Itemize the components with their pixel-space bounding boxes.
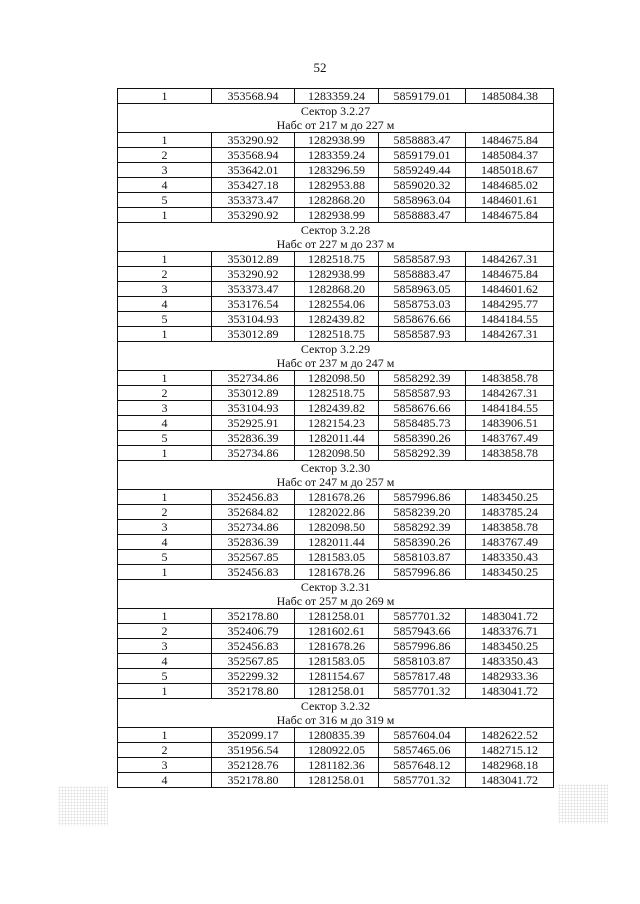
coord-y1-cell: 1282868.20 [295,193,379,208]
sector-range-row [118,594,554,609]
coord-x1-cell: 353373.47 [212,282,295,297]
table-row [118,743,554,758]
point-number-cell: 3 [118,282,212,297]
table-row [118,446,554,461]
coord-x1-cell: 353012.89 [212,386,295,401]
coord-y2-cell: 1484267.31 [466,252,554,267]
point-number-cell: 3 [118,163,212,178]
sector-title: Сектор 3.2.32 [118,699,554,714]
coord-y2-cell: 1484601.61 [466,193,554,208]
table-row [118,490,554,505]
coord-y2-cell: 1484184.55 [466,312,554,327]
coord-x1-cell: 353012.89 [212,252,295,267]
table-row [118,609,554,624]
coord-x2-cell: 5858963.05 [379,282,466,297]
coord-y1-cell: 1283296.59 [295,163,379,178]
coord-x1-cell: 352406.79 [212,624,295,639]
sector-range-row [118,356,554,371]
sector-elevation-range: Набс от 257 м до 269 м [118,594,554,609]
coord-x2-cell: 5858390.26 [379,431,466,446]
point-number-cell: 2 [118,386,212,401]
sector-title-row [118,699,554,714]
coord-x2-cell: 5857604.04 [379,728,466,743]
point-number-cell: 5 [118,312,212,327]
coord-y2-cell: 1484267.31 [466,386,554,401]
point-number-cell: 3 [118,758,212,773]
coord-x1-cell: 352456.83 [212,565,295,580]
coord-x1-cell: 352734.86 [212,446,295,461]
coord-y2-cell: 1483041.72 [466,684,554,699]
table-row [118,624,554,639]
table-row [118,401,554,416]
coord-x1-cell: 352178.80 [212,773,295,788]
coord-y2-cell: 1483450.25 [466,565,554,580]
sector-title: Сектор 3.2.27 [118,104,554,119]
point-number-cell: 2 [118,267,212,282]
coord-y1-cell: 1282938.99 [295,267,379,282]
point-number-cell: 2 [118,148,212,163]
coord-y1-cell: 1281583.05 [295,654,379,669]
coord-y2-cell: 1483767.49 [466,535,554,550]
coord-x1-cell: 353104.93 [212,312,295,327]
coord-x1-cell: 353176.54 [212,297,295,312]
coord-x2-cell: 5859249.44 [379,163,466,178]
coord-y1-cell: 1282938.99 [295,133,379,148]
left-margin-stamp [58,786,108,826]
coord-x1-cell: 351956.54 [212,743,295,758]
page-number: 52 [313,60,327,75]
coord-x1-cell: 352178.80 [212,609,295,624]
table-row [118,282,554,297]
sector-title: Сектор 3.2.29 [118,342,554,357]
coord-y1-cell: 1281678.26 [295,639,379,654]
table-row [118,773,554,788]
sector-range-row [118,118,554,133]
coord-y2-cell: 1482715.12 [466,743,554,758]
coord-x1-cell: 352099.17 [212,728,295,743]
coord-x1-cell: 352299.32 [212,669,295,684]
sector-title: Сектор 3.2.30 [118,461,554,476]
coord-y2-cell: 1483350.43 [466,654,554,669]
sector-elevation-range: Набс от 316 м до 319 м [118,713,554,728]
sector-title-row [118,104,554,119]
table-row [118,89,554,104]
coord-y2-cell: 1485084.37 [466,148,554,163]
coord-x2-cell: 5857701.32 [379,609,466,624]
coordinates-table [117,88,554,788]
coord-y2-cell: 1484675.84 [466,208,554,223]
point-number-cell: 1 [118,133,212,148]
sector-title-row [118,580,554,595]
coord-x2-cell: 5858883.47 [379,133,466,148]
table-row [118,684,554,699]
table-row [118,148,554,163]
coord-x2-cell: 5857817.48 [379,669,466,684]
coord-y1-cell: 1282518.75 [295,386,379,401]
sector-title-row [118,342,554,357]
coord-y2-cell: 1484675.84 [466,133,554,148]
point-number-cell: 3 [118,520,212,535]
coord-x1-cell: 352456.83 [212,639,295,654]
coord-y2-cell: 1484295.77 [466,297,554,312]
point-number-cell: 5 [118,431,212,446]
coord-x2-cell: 5858390.26 [379,535,466,550]
table-row [118,267,554,282]
coord-x1-cell: 352925.91 [212,416,295,431]
coord-x2-cell: 5857701.32 [379,684,466,699]
coord-y1-cell: 1281602.61 [295,624,379,639]
point-number-cell: 4 [118,178,212,193]
coord-y2-cell: 1484685.02 [466,178,554,193]
coord-y1-cell: 1282554.06 [295,297,379,312]
sector-elevation-range: Набс от 237 м до 247 м [118,356,554,371]
table-row [118,520,554,535]
coord-y2-cell: 1482933.36 [466,669,554,684]
coord-x1-cell: 352734.86 [212,371,295,386]
coord-y2-cell: 1483906.51 [466,416,554,431]
table-row [118,327,554,342]
coord-y1-cell: 1282938.99 [295,208,379,223]
table-row [118,208,554,223]
coord-y2-cell: 1484184.55 [466,401,554,416]
point-number-cell: 4 [118,416,212,431]
coord-x1-cell: 352734.86 [212,520,295,535]
point-number-cell: 1 [118,446,212,461]
coord-y1-cell: 1281583.05 [295,550,379,565]
point-number-cell: 1 [118,327,212,342]
coord-x1-cell: 353373.47 [212,193,295,208]
table-row [118,639,554,654]
coord-y1-cell: 1280835.39 [295,728,379,743]
coord-x1-cell: 353012.89 [212,327,295,342]
coord-y1-cell: 1281258.01 [295,609,379,624]
coord-x1-cell: 353104.93 [212,401,295,416]
sector-title: Сектор 3.2.31 [118,580,554,595]
coord-x2-cell: 5859020.32 [379,178,466,193]
coord-x2-cell: 5859179.01 [379,89,466,104]
coord-y2-cell: 1483350.43 [466,550,554,565]
coord-x2-cell: 5858103.87 [379,654,466,669]
coord-x1-cell: 353290.92 [212,208,295,223]
coord-x1-cell: 352128.76 [212,758,295,773]
coord-y1-cell: 1283359.24 [295,89,379,104]
coord-y1-cell: 1281182.36 [295,758,379,773]
point-number-cell: 4 [118,773,212,788]
coord-y2-cell: 1483858.78 [466,446,554,461]
coord-y2-cell: 1482622.52 [466,728,554,743]
coord-x2-cell: 5858485.73 [379,416,466,431]
coord-y1-cell: 1282022.86 [295,505,379,520]
coord-x1-cell: 353568.94 [212,89,295,104]
coord-y2-cell: 1483858.78 [466,371,554,386]
coord-y1-cell: 1282518.75 [295,252,379,267]
coord-y1-cell: 1282098.50 [295,371,379,386]
table-row [118,312,554,327]
coord-y2-cell: 1484675.84 [466,267,554,282]
coord-x1-cell: 352456.83 [212,490,295,505]
coord-x2-cell: 5858963.04 [379,193,466,208]
coord-y1-cell: 1281258.01 [295,773,379,788]
coord-x2-cell: 5857701.32 [379,773,466,788]
coord-x2-cell: 5857465.06 [379,743,466,758]
point-number-cell: 4 [118,535,212,550]
point-number-cell: 1 [118,371,212,386]
coord-y2-cell: 1485084.38 [466,89,554,104]
coord-x2-cell: 5857996.86 [379,490,466,505]
point-number-cell: 5 [118,669,212,684]
table-row [118,371,554,386]
point-number-cell: 1 [118,252,212,267]
coord-x2-cell: 5857996.86 [379,639,466,654]
coord-y1-cell: 1282439.82 [295,312,379,327]
coord-y2-cell: 1485018.67 [466,163,554,178]
table-row [118,758,554,773]
point-number-cell: 1 [118,490,212,505]
table-row [118,297,554,312]
coord-x1-cell: 353568.94 [212,148,295,163]
point-number-cell: 4 [118,297,212,312]
point-number-cell: 2 [118,743,212,758]
coord-y2-cell: 1482968.18 [466,758,554,773]
point-number-cell: 1 [118,208,212,223]
coord-y2-cell: 1483767.49 [466,431,554,446]
coord-x2-cell: 5857943.66 [379,624,466,639]
coord-y2-cell: 1483041.72 [466,773,554,788]
coord-y1-cell: 1282011.44 [295,535,379,550]
coord-x1-cell: 353427.18 [212,178,295,193]
coord-y1-cell: 1283359.24 [295,148,379,163]
coord-x1-cell: 352836.39 [212,431,295,446]
coord-y1-cell: 1282154.23 [295,416,379,431]
table-row [118,431,554,446]
coord-y1-cell: 1282098.50 [295,446,379,461]
coord-y1-cell: 1281678.26 [295,490,379,505]
coord-x1-cell: 352836.39 [212,535,295,550]
point-number-cell: 5 [118,550,212,565]
coord-y1-cell: 1282011.44 [295,431,379,446]
point-number-cell: 1 [118,89,212,104]
coord-x2-cell: 5858883.47 [379,267,466,282]
table-row [118,505,554,520]
sector-elevation-range: Набс от 247 м до 257 м [118,475,554,490]
table-row [118,550,554,565]
coord-y1-cell: 1281154.67 [295,669,379,684]
sector-range-row [118,713,554,728]
coord-x2-cell: 5858883.47 [379,208,466,223]
coord-x2-cell: 5858292.39 [379,520,466,535]
coord-x2-cell: 5858587.93 [379,386,466,401]
sector-title-row [118,223,554,238]
coord-x2-cell: 5857996.86 [379,565,466,580]
coord-x2-cell: 5857648.12 [379,758,466,773]
table-row [118,728,554,743]
coord-x1-cell: 352178.80 [212,684,295,699]
sector-title-row [118,461,554,476]
point-number-cell: 1 [118,609,212,624]
table-row [118,669,554,684]
coord-y1-cell: 1282518.75 [295,327,379,342]
coord-y2-cell: 1483785.24 [466,505,554,520]
table-row [118,416,554,431]
coord-y2-cell: 1483041.72 [466,609,554,624]
coord-x1-cell: 353290.92 [212,133,295,148]
coord-x1-cell: 352567.85 [212,654,295,669]
sector-range-row [118,475,554,490]
coord-x2-cell: 5858753.03 [379,297,466,312]
coord-y1-cell: 1282439.82 [295,401,379,416]
coord-y2-cell: 1484267.31 [466,327,554,342]
coord-x2-cell: 5858676.66 [379,401,466,416]
coord-y2-cell: 1484601.62 [466,282,554,297]
coord-y2-cell: 1483450.25 [466,639,554,654]
point-number-cell: 3 [118,401,212,416]
point-number-cell: 4 [118,654,212,669]
point-number-cell: 5 [118,193,212,208]
table-row [118,654,554,669]
coord-x2-cell: 5858239.20 [379,505,466,520]
table-row [118,193,554,208]
coord-x2-cell: 5859179.01 [379,148,466,163]
point-number-cell: 2 [118,624,212,639]
point-number-cell: 2 [118,505,212,520]
point-number-cell: 3 [118,639,212,654]
table-row [118,565,554,580]
table-row [118,178,554,193]
coord-x2-cell: 5858676.66 [379,312,466,327]
coord-y2-cell: 1483376.71 [466,624,554,639]
coord-y1-cell: 1282098.50 [295,520,379,535]
table-row [118,535,554,550]
coord-x2-cell: 5858292.39 [379,446,466,461]
coord-y2-cell: 1483858.78 [466,520,554,535]
coord-x1-cell: 353642.01 [212,163,295,178]
coord-x2-cell: 5858103.87 [379,550,466,565]
table-row [118,386,554,401]
coord-x1-cell: 352567.85 [212,550,295,565]
coord-y1-cell: 1282953.88 [295,178,379,193]
coord-y1-cell: 1280922.05 [295,743,379,758]
coord-x2-cell: 5858292.39 [379,371,466,386]
point-number-cell: 1 [118,728,212,743]
coord-x1-cell: 352684.82 [212,505,295,520]
right-margin-stamp [558,784,608,824]
coord-x2-cell: 5858587.93 [379,252,466,267]
coord-x2-cell: 5858587.93 [379,327,466,342]
coord-x1-cell: 353290.92 [212,267,295,282]
coord-y2-cell: 1483450.25 [466,490,554,505]
coord-y1-cell: 1282868.20 [295,282,379,297]
coord-y1-cell: 1281258.01 [295,684,379,699]
sector-elevation-range: Набс от 227 м до 237 м [118,237,554,252]
table-row [118,133,554,148]
point-number-cell: 1 [118,565,212,580]
table-row [118,163,554,178]
table-row [118,252,554,267]
point-number-cell: 1 [118,684,212,699]
sector-range-row [118,237,554,252]
sector-title: Сектор 3.2.28 [118,223,554,238]
coord-y1-cell: 1281678.26 [295,565,379,580]
sector-elevation-range: Набс от 217 м до 227 м [118,118,554,133]
